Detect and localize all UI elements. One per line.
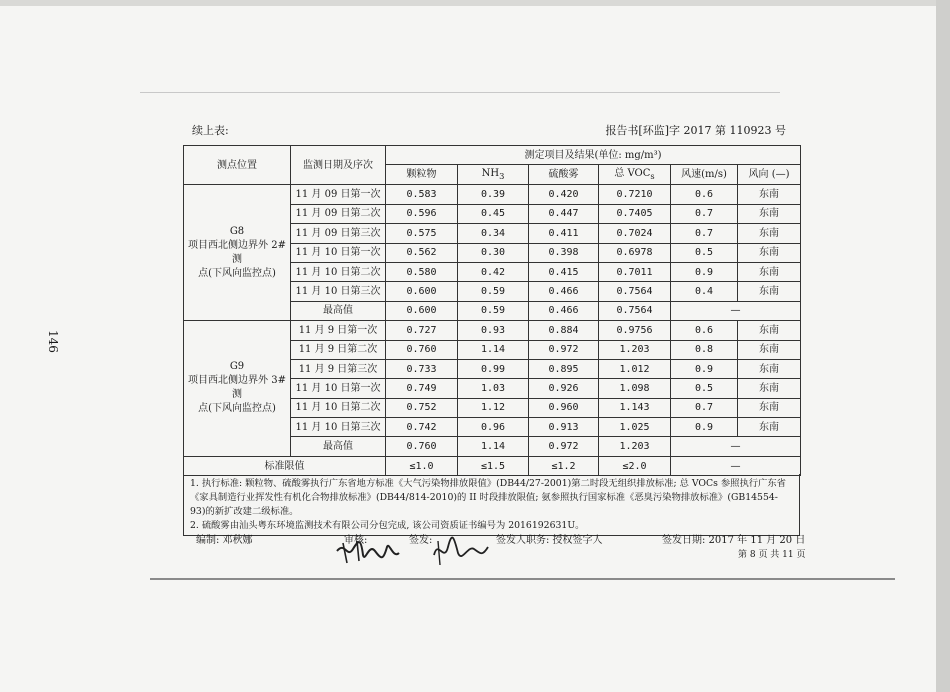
sulfuric-cell: 0.466 (529, 282, 599, 301)
date-cell: 11 月 09 日第二次 (291, 204, 386, 223)
particulate-cell: 0.752 (386, 398, 458, 417)
point-desc-line2: 点(下风向监控点) (198, 267, 276, 279)
header-date: 监测日期及序次 (291, 146, 386, 185)
wind-speed-cell: 0.5 (671, 379, 738, 398)
wind-speed-cell: 0.9 (671, 418, 738, 437)
report-number: 报告书[环监]字 2017 第 110923 号 (605, 124, 786, 137)
nh3-cell: 0.30 (458, 243, 529, 262)
date-cell: 11 月 10 日第三次 (291, 418, 386, 437)
scan-edge-right (936, 0, 950, 692)
wind-dir-cell: 东南 (738, 340, 801, 359)
max-other-cell: — (671, 437, 801, 456)
limit-other-cell: — (671, 456, 801, 475)
voc-cell: 0.7564 (599, 282, 671, 301)
limit-row (184, 456, 801, 475)
wind-speed-cell: 0.4 (671, 282, 738, 301)
sulfuric-cell: 0.884 (529, 321, 599, 340)
sulfuric-cell: 0.411 (529, 224, 599, 243)
limit-nh3-cell: ≤1.5 (458, 456, 529, 475)
sulfuric-cell: 0.420 (529, 185, 599, 204)
wind-dir-cell: 东南 (738, 262, 801, 281)
particulate-cell: 0.733 (386, 359, 458, 378)
particulate-cell: 0.742 (386, 418, 458, 437)
sulfuric-cell: 0.913 (529, 418, 599, 437)
sulfuric-cell: 0.960 (529, 398, 599, 417)
header-nh3 (458, 165, 529, 185)
header-voc (599, 165, 671, 185)
notes-box (183, 474, 800, 536)
reviewer-signature (333, 533, 403, 569)
footer-compiler: 编制: 邓秋娜 (196, 535, 253, 546)
nh3-cell: 0.39 (458, 185, 529, 204)
sulfuric-cell: 0.926 (529, 379, 599, 398)
date-cell: 11 月 10 日第二次 (291, 398, 386, 417)
scan-artifact-line-bottom (150, 578, 895, 580)
header-point: 测点位置 (184, 146, 291, 185)
particulate-cell: 0.580 (386, 262, 458, 281)
header-sulfuric: 硫酸雾 (529, 165, 599, 185)
wind-speed-cell: 0.9 (671, 262, 738, 281)
point-name: G9 (229, 361, 245, 373)
footer-signer: 签发: (409, 535, 433, 546)
wind-speed-cell: 0.9 (671, 359, 738, 378)
voc-cell: 0.7210 (599, 185, 671, 204)
sulfuric-cell: 0.895 (529, 359, 599, 378)
header-nh3-sub: 3 (499, 170, 505, 181)
max-voc-cell: 1.203 (599, 437, 671, 456)
wind-dir-cell: 东南 (738, 243, 801, 262)
footer-signer-title: 签发人职务: 授权签字人 (496, 535, 603, 546)
wind-dir-cell: 东南 (738, 398, 801, 417)
scan-edge-top (0, 0, 950, 6)
point-desc-line1: 项目西北侧边界外 2#测 (188, 239, 286, 265)
sulfuric-cell: 0.447 (529, 204, 599, 223)
voc-cell: 0.7024 (599, 224, 671, 243)
point-desc-line1: 项目西北侧边界外 3#测 (188, 375, 286, 401)
date-cell: 11 月 09 日第三次 (291, 224, 386, 243)
wind-speed-cell: 0.7 (671, 204, 738, 223)
nh3-cell: 0.59 (458, 282, 529, 301)
max-label-cell: 最高值 (291, 301, 386, 320)
nh3-cell: 0.99 (458, 359, 529, 378)
max-particulate-cell: 0.760 (386, 437, 458, 456)
wind-dir-cell: 东南 (738, 204, 801, 223)
nh3-cell: 1.14 (458, 340, 529, 359)
wind-speed-cell: 0.7 (671, 224, 738, 243)
particulate-cell: 0.562 (386, 243, 458, 262)
point-cell (184, 321, 291, 457)
max-sulfuric-cell: 0.466 (529, 301, 599, 320)
note-2: 2. 硫酸雾由汕头粤东环境监测技术有限公司分包完成, 该公司资质证书编号为 2016192631U。 (190, 520, 585, 531)
nh3-cell: 0.34 (458, 224, 529, 243)
page-count: 第 8 页 共 11 页 (738, 550, 806, 560)
header-voc-text: 总 VOC (614, 167, 651, 179)
nh3-cell: 0.93 (458, 321, 529, 340)
particulate-cell: 0.760 (386, 340, 458, 359)
scan-artifact-line (140, 92, 780, 93)
date-cell: 11 月 10 日第一次 (291, 379, 386, 398)
voc-cell: 1.012 (599, 359, 671, 378)
particulate-cell: 0.575 (386, 224, 458, 243)
voc-cell: 0.6978 (599, 243, 671, 262)
monitoring-table (183, 145, 801, 476)
date-cell: 11 月 10 日第三次 (291, 282, 386, 301)
wind-dir-cell: 东南 (738, 282, 801, 301)
voc-cell: 1.098 (599, 379, 671, 398)
header-wind-speed: 风速(m/s) (671, 165, 738, 185)
wind-dir-cell: 东南 (738, 418, 801, 437)
date-cell: 11 月 09 日第一次 (291, 185, 386, 204)
note-1: 1. 执行标准: 颗粒物、硫酸雾执行广东省地方标准《大气污染物排放限值》(DB44/27-2001)第二时段无组织排放标准; 总 VOCs 参照执行广东省《家具制造行业挥发性有机化合物排放标准》(DB44/814-2010)的 II 时段排放限值; 氨参照执行国家标准《恶臭污染物排放标准》(GB14554-93)的新扩改建二级标准。 (190, 478, 786, 517)
page-number: 146 (46, 330, 60, 353)
point-desc-line2: 点(下风向监控点) (198, 403, 276, 415)
continue-label: 续上表: (192, 124, 229, 137)
voc-cell: 0.9756 (599, 321, 671, 340)
header-particulate: 颗粒物 (386, 165, 458, 185)
table-row (184, 321, 801, 340)
date-cell: 11 月 10 日第二次 (291, 262, 386, 281)
wind-speed-cell: 0.8 (671, 340, 738, 359)
date-cell: 11 月 10 日第一次 (291, 243, 386, 262)
sulfuric-cell: 0.972 (529, 340, 599, 359)
max-voc-cell: 0.7564 (599, 301, 671, 320)
signer-signature (430, 533, 490, 567)
footer-reviewer: 审核: (344, 535, 368, 546)
wind-dir-cell: 东南 (738, 321, 801, 340)
particulate-cell: 0.749 (386, 379, 458, 398)
nh3-cell: 1.12 (458, 398, 529, 417)
limit-particulate-cell: ≤1.0 (386, 456, 458, 475)
point-name: G8 (229, 225, 245, 237)
max-nh3-cell: 1.14 (458, 437, 529, 456)
nh3-cell: 1.03 (458, 379, 529, 398)
particulate-cell: 0.596 (386, 204, 458, 223)
footer-sign-date: 签发日期: 2017 年 11 月 20 日 (662, 535, 806, 546)
nh3-cell: 0.45 (458, 204, 529, 223)
max-nh3-cell: 0.59 (458, 301, 529, 320)
wind-speed-cell: 0.5 (671, 243, 738, 262)
date-cell: 11 月 9 日第一次 (291, 321, 386, 340)
wind-speed-cell: 0.6 (671, 185, 738, 204)
wind-dir-cell: 东南 (738, 185, 801, 204)
date-cell: 11 月 9 日第二次 (291, 340, 386, 359)
nh3-cell: 0.42 (458, 262, 529, 281)
point-cell (184, 185, 291, 321)
particulate-cell: 0.727 (386, 321, 458, 340)
wind-dir-cell: 东南 (738, 379, 801, 398)
wind-dir-cell: 东南 (738, 224, 801, 243)
nh3-cell: 0.96 (458, 418, 529, 437)
limit-label-cell: 标准限值 (184, 456, 386, 475)
wind-speed-cell: 0.7 (671, 398, 738, 417)
sulfuric-cell: 0.415 (529, 262, 599, 281)
header-results: 测定项目及结果(单位: mg/m³) (386, 146, 801, 165)
wind-speed-cell: 0.6 (671, 321, 738, 340)
max-other-cell: — (671, 301, 801, 320)
wind-dir-cell: 东南 (738, 359, 801, 378)
voc-cell: 1.203 (599, 340, 671, 359)
header-nh3-text: NH (481, 167, 500, 179)
voc-cell: 0.7405 (599, 204, 671, 223)
sulfuric-cell: 0.398 (529, 243, 599, 262)
limit-voc-cell: ≤2.0 (599, 456, 671, 475)
voc-cell: 1.025 (599, 418, 671, 437)
max-particulate-cell: 0.600 (386, 301, 458, 320)
header-voc-sub: s (650, 170, 655, 181)
max-label-cell: 最高值 (291, 437, 386, 456)
limit-sulfuric-cell: ≤1.2 (529, 456, 599, 475)
voc-cell: 1.143 (599, 398, 671, 417)
date-cell: 11 月 9 日第三次 (291, 359, 386, 378)
max-sulfuric-cell: 0.972 (529, 437, 599, 456)
particulate-cell: 0.600 (386, 282, 458, 301)
particulate-cell: 0.583 (386, 185, 458, 204)
voc-cell: 0.7011 (599, 262, 671, 281)
header-wind-dir: 风向 (—) (738, 165, 801, 185)
table-row (184, 185, 801, 204)
